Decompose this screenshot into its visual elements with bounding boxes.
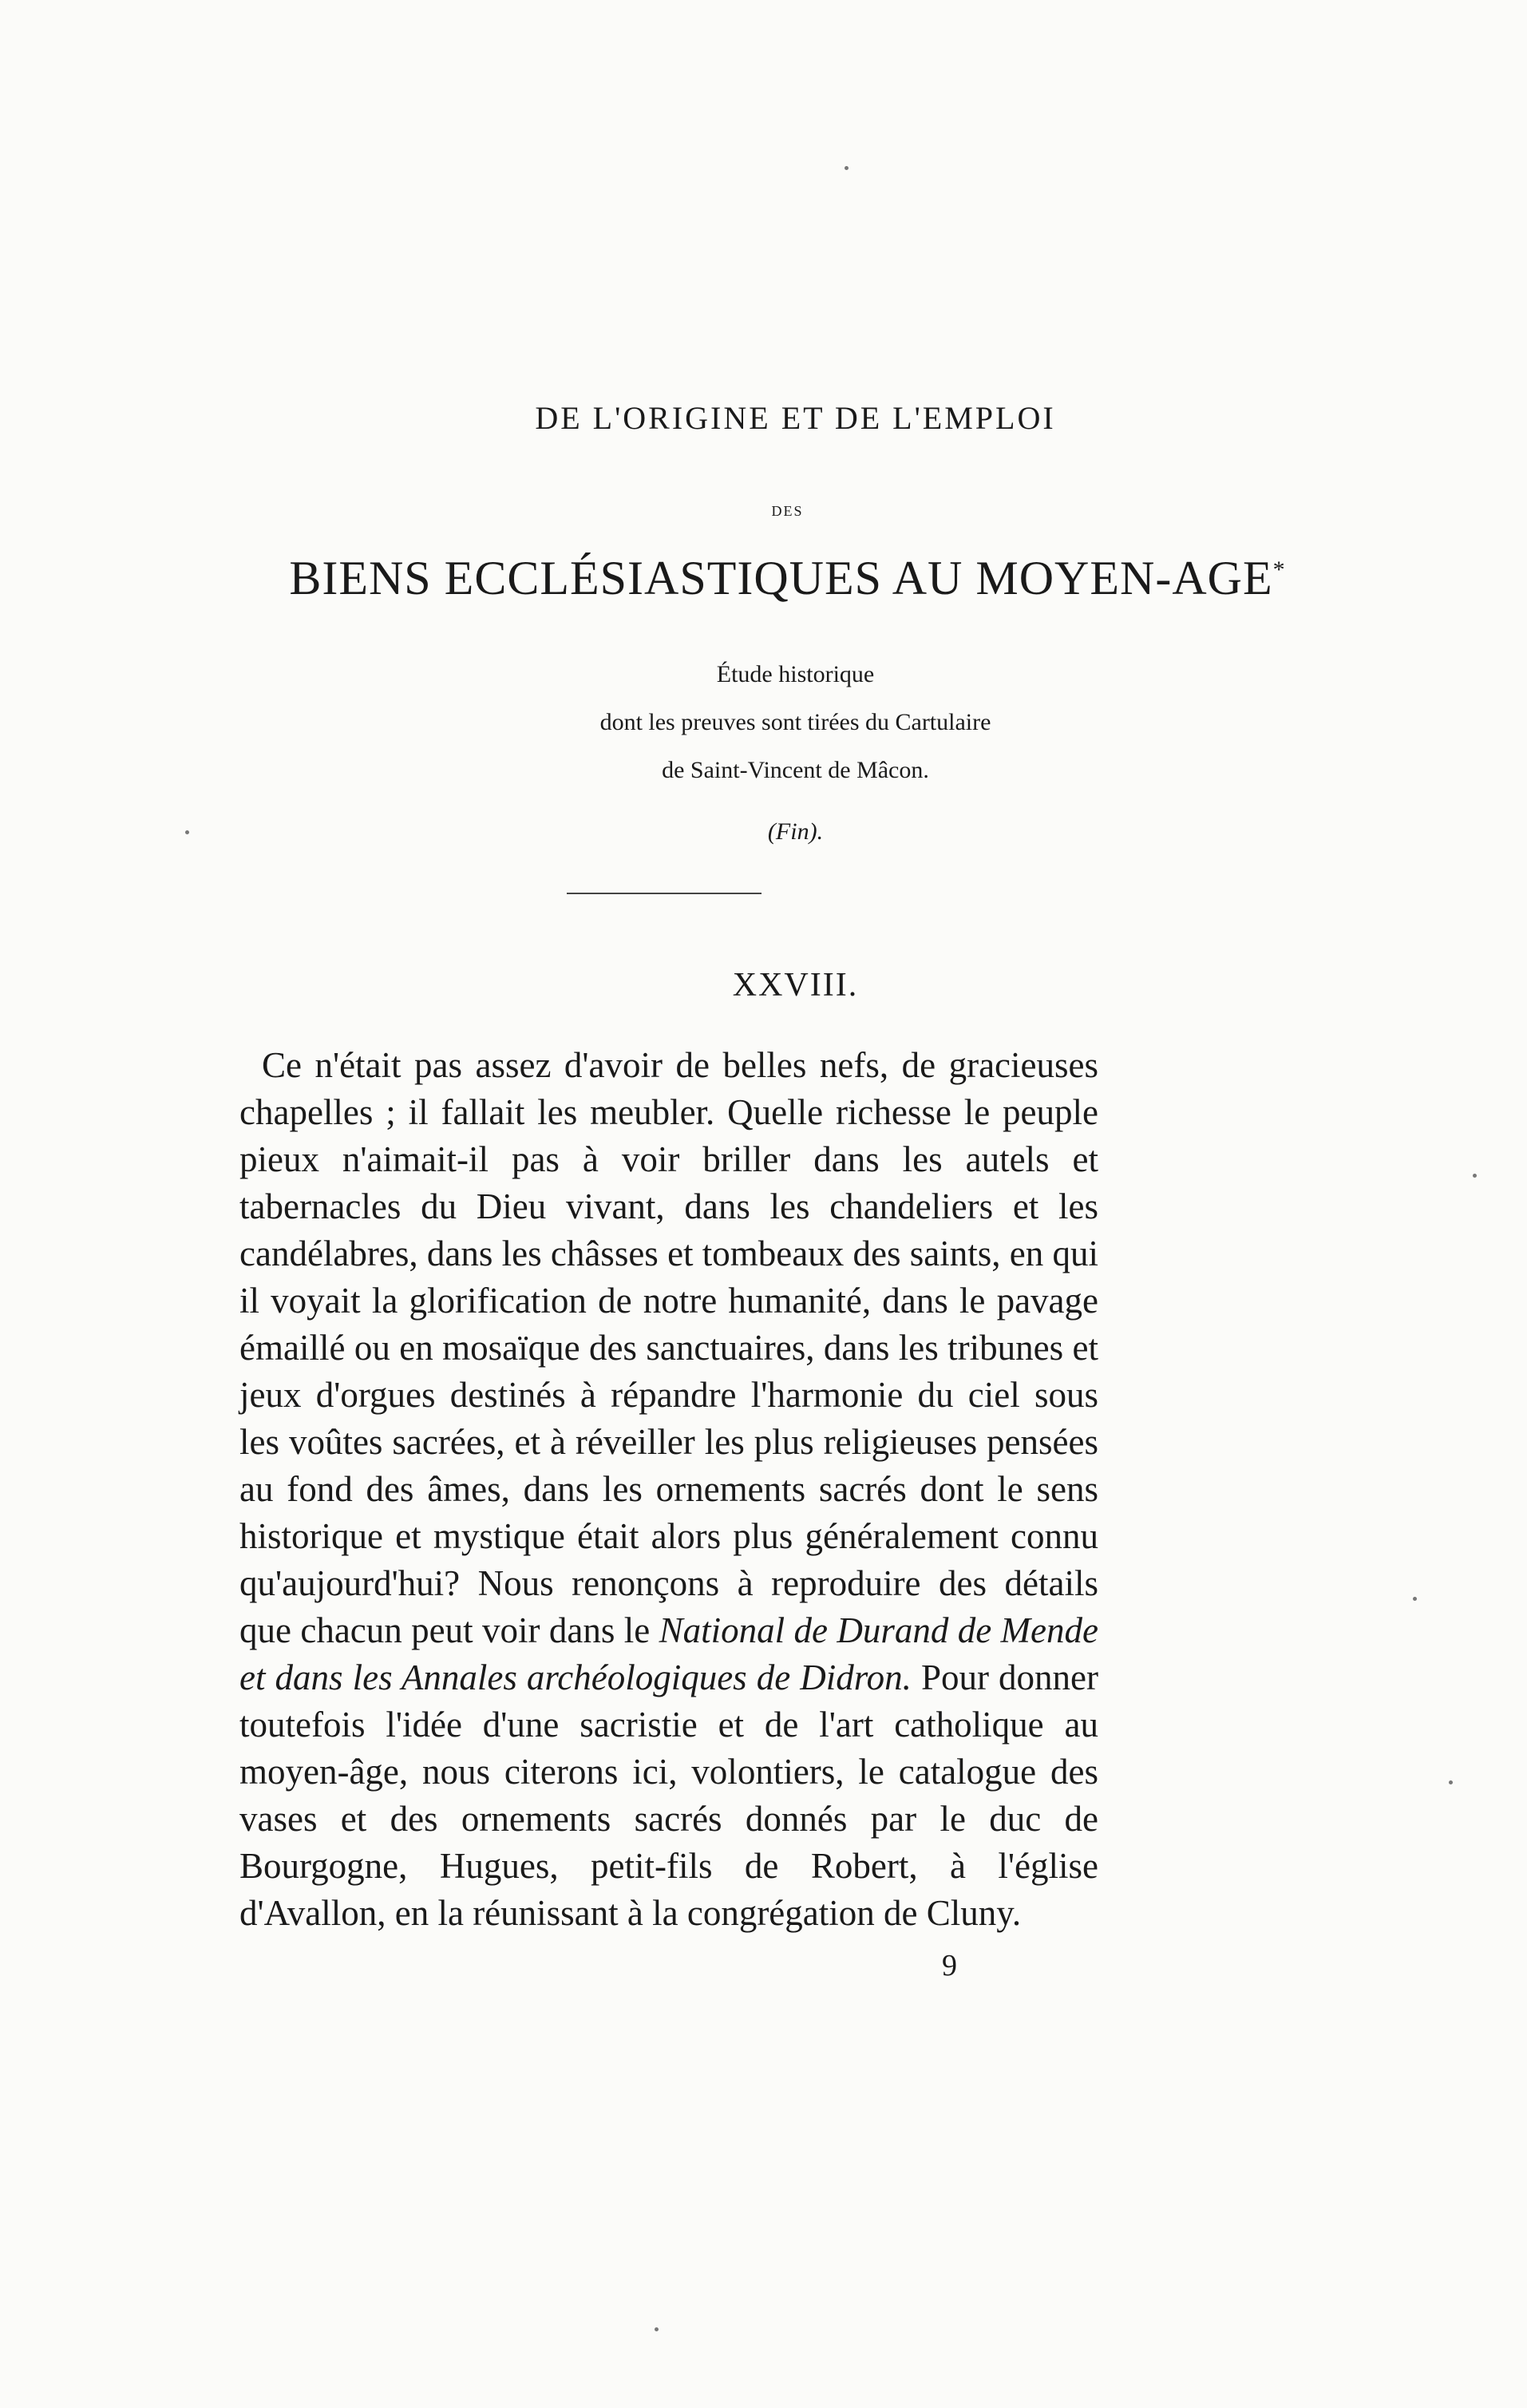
subtitle-line-1: Étude historique	[716, 661, 875, 687]
footnote-mark: *	[1272, 556, 1286, 583]
paper-speck	[655, 2327, 659, 2331]
section-number: XXVIII.	[732, 967, 859, 1004]
heading-des: DES	[771, 503, 804, 519]
subtitle-line-3: de Saint-Vincent de Mâcon.	[662, 757, 929, 783]
paper-speck	[1413, 1597, 1417, 1601]
paper-speck	[185, 830, 189, 834]
paragraph	[239, 1042, 1098, 1937]
body-paragraph	[239, 1042, 1098, 1937]
paper-speck	[1449, 1780, 1453, 1784]
paper-speck	[1473, 1174, 1477, 1178]
paragraph-italic-reference: National de Durand de Mende et dans les Annales archéologiques de Didron.	[239, 1610, 1098, 1697]
subtitle	[0, 651, 1527, 794]
separator-rule	[567, 893, 762, 894]
page-number: 9	[942, 1949, 957, 1982]
heading-line-1: DE L'ORIGINE ET DE L'EMPLOI	[535, 400, 1056, 436]
fin-label: (Fin).	[767, 818, 824, 845]
paper-speck	[845, 166, 849, 170]
paragraph-text-1: Ce n'était pas assez d'avoir de belles nefs, de gracieuses chapelles ; il fallait les meubler. Quelle richesse le peuple pieux n'aimait-il pas à voir briller dans les autels et tabernacles du Dieu vivant, dans les chandeliers et les candélabres, dans les châsses et tombeaux des saints, en qui il voyait la glorification de notre humanité, dans le pavage émaillé ou en mosaïque des sanctuaires, dans les tribunes et jeux d'orgues destinés à répandre l'harmonie du ciel sous les voûtes sacrées, et à réveiller les plus religieuses pensées au fond des âmes, dans les ornements sacrés dont le sens historique et mystique était alors plus généralement connu qu'aujourd'hui? Nous renonçons à reproduire des détails que chacun peut voir dans le	[239, 1045, 1098, 1650]
subtitle-line-2: dont les preuves sont tirées du Cartulaire	[599, 709, 991, 735]
main-title	[0, 551, 1527, 606]
main-title-text: BIENS ECCLÉSIASTIQUES AU MOYEN-AGE	[289, 552, 1273, 604]
paragraph-text-2: Pour donner toutefois l'idée d'une sacristie et de l'art catholique au moyen-âge, nous citerons ici, volontiers, le catalogue des vases et des ornements sacrés donnés par le duc de Bourgogne, Hugues, petit-fils de Robert, à l'église d'Avallon, en la réunissant à la congrégation de Cluny.	[239, 1657, 1098, 1933]
